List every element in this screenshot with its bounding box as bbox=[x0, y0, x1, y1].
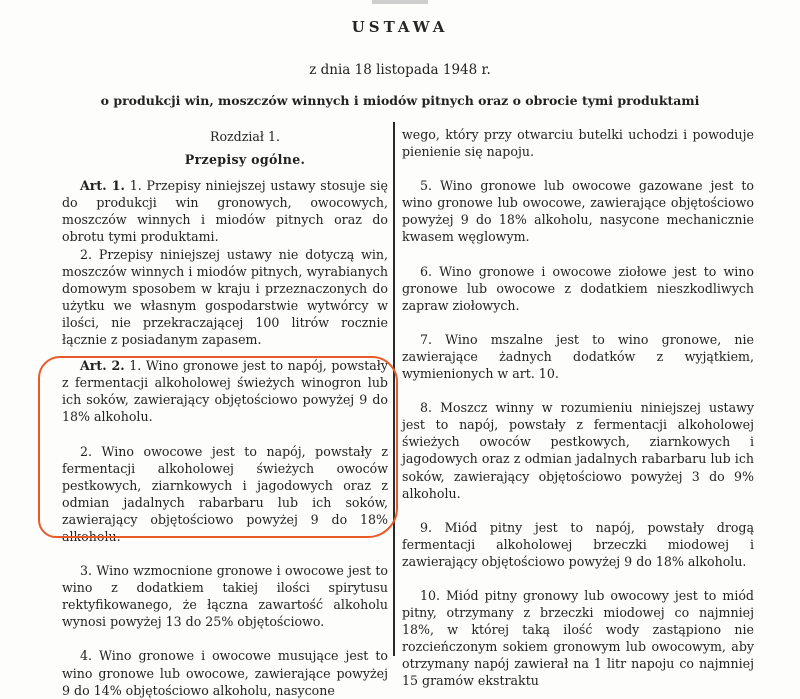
article-1-p1-text: 1. Przepisy niniejszej ustawy stosuje się do produkcji win gronowych, owocowych, moszczów winnych i miodów pitnych oraz do obrotu tymi produktami. bbox=[62, 178, 389, 245]
paragraph-8: 8. Moszcz winny w rozumieniu niniejszej ustawy jest to napój, powstały z fermentacji alkoholowej świeżych owoców pestkowych, ziarnkowych i jagodowych oraz z odmian jadalnych rabarbaru lub ich soków, zawierający objętościowo powyżej 3 do 9% alkoholu. bbox=[402, 400, 754, 501]
paragraph-5: 5. Wino gronowe lub owocowe gazowane jest to wino gronowe lub owocowe, zawierające objętościowo powyżej 9 do 18% alkoholu, nasycone mechanicznie kwasem węglowym. bbox=[402, 178, 754, 245]
left-column bbox=[62, 124, 388, 699]
article-1-paragraph-1 bbox=[62, 177, 388, 245]
page-top-mark bbox=[372, 0, 428, 4]
document-subject: o produkcji win, moszczów winnych i miodów pitnych oraz o obrocie tymi produktami bbox=[100, 93, 700, 108]
right-column bbox=[402, 126, 754, 690]
article-2-paragraph-3: 3. Wino wzmocnione gronowe i owocowe jest to wino z dodatkiem takiej ilości spirytusu rektyfikowanego, że łączna zawartość alkoholu wynosi powyżej 13 do 25% objętościowo. bbox=[62, 563, 388, 630]
document-date: z dnia 18 listopada 1948 r. bbox=[309, 62, 491, 78]
chapter-number: Rozdział 1. bbox=[209, 129, 281, 144]
article-2-paragraph-1 bbox=[62, 357, 388, 425]
paragraph-9: 9. Miód pitny jest to napój, powstały drogą fermentacji alkoholowej brzeczki miodowej i zawierający objętościowo powyżej 9 do 18% alkoholu. bbox=[402, 519, 754, 569]
document-title: USTAWA bbox=[351, 18, 449, 36]
column-divider bbox=[393, 122, 395, 656]
article-2-label: Art. 2. bbox=[80, 358, 125, 374]
article-2-paragraph-4: 4. Wino gronowe i owocowe musujące jest to wino gronowe lub owocowe, zawierające powyżej 9 do 14% objętościowo alkoholu, nasycone bbox=[62, 648, 388, 698]
chapter-title: Przepisy ogólne. bbox=[184, 152, 306, 168]
paragraph-10: 10. Miód pitny gronowy lub owocowy jest to miód pitny, otrzymany z brzeczki miodowej co najmniej 18%, w której taką ilość wody zastąpiono nie rozcieńczonym sokiem gronowym lub owocowym, aby otrzymany napój zawierał na 1 litr napoju co najmniej 15 gramów ekstraktu bbox=[402, 587, 754, 689]
paragraph-6: 6. Wino gronowe i owocowe ziołowe jest to wino gronowe lub owocowe z dodatkiem nieszkodliwych zapraw ziołowych. bbox=[402, 263, 754, 313]
paragraph-continuation: wego, który przy otwarciu butelki uchodzi i powoduje pienienie się napoju. bbox=[402, 127, 754, 160]
article-1-label: Art. 1. bbox=[80, 178, 125, 194]
article-1-paragraph-2: 2. Przepisy niniejszej ustawy nie dotyczą win, moszczów winnych i miodów pitnych, wyrabianych domowym sposobem w kraju i przeznaczonych do użytku we własnym gospodarstwie wytwórcy w ilości, nie przekraczającej 100 litrów rocznie łącznie z posiadanym zapasem. bbox=[62, 246, 388, 348]
paragraph-7: 7. Wino mszalne jest to wino gronowe, nie zawierające żadnych dodatków z wyjątkiem, wymienionych w art. 10. bbox=[402, 331, 754, 382]
article-2-paragraph-2: 2. Wino owocowe jest to napój, powstały z fermentacji alkoholowej świeżych owoców pestkowych, ziarnkowych i jagodowych oraz z odmian jadalnych rabarbaru lub ich soków, zawierający objętościowo powyżej 9 do 18% alkoholu. bbox=[62, 443, 388, 544]
article-2-p1-text: 1. Wino gronowe jest to napój, powstały z fermentacji alkoholowej świeżych winogron lub ich soków, zawierający objętościowo powyżej 9 do 18% alkoholu. bbox=[62, 358, 388, 425]
